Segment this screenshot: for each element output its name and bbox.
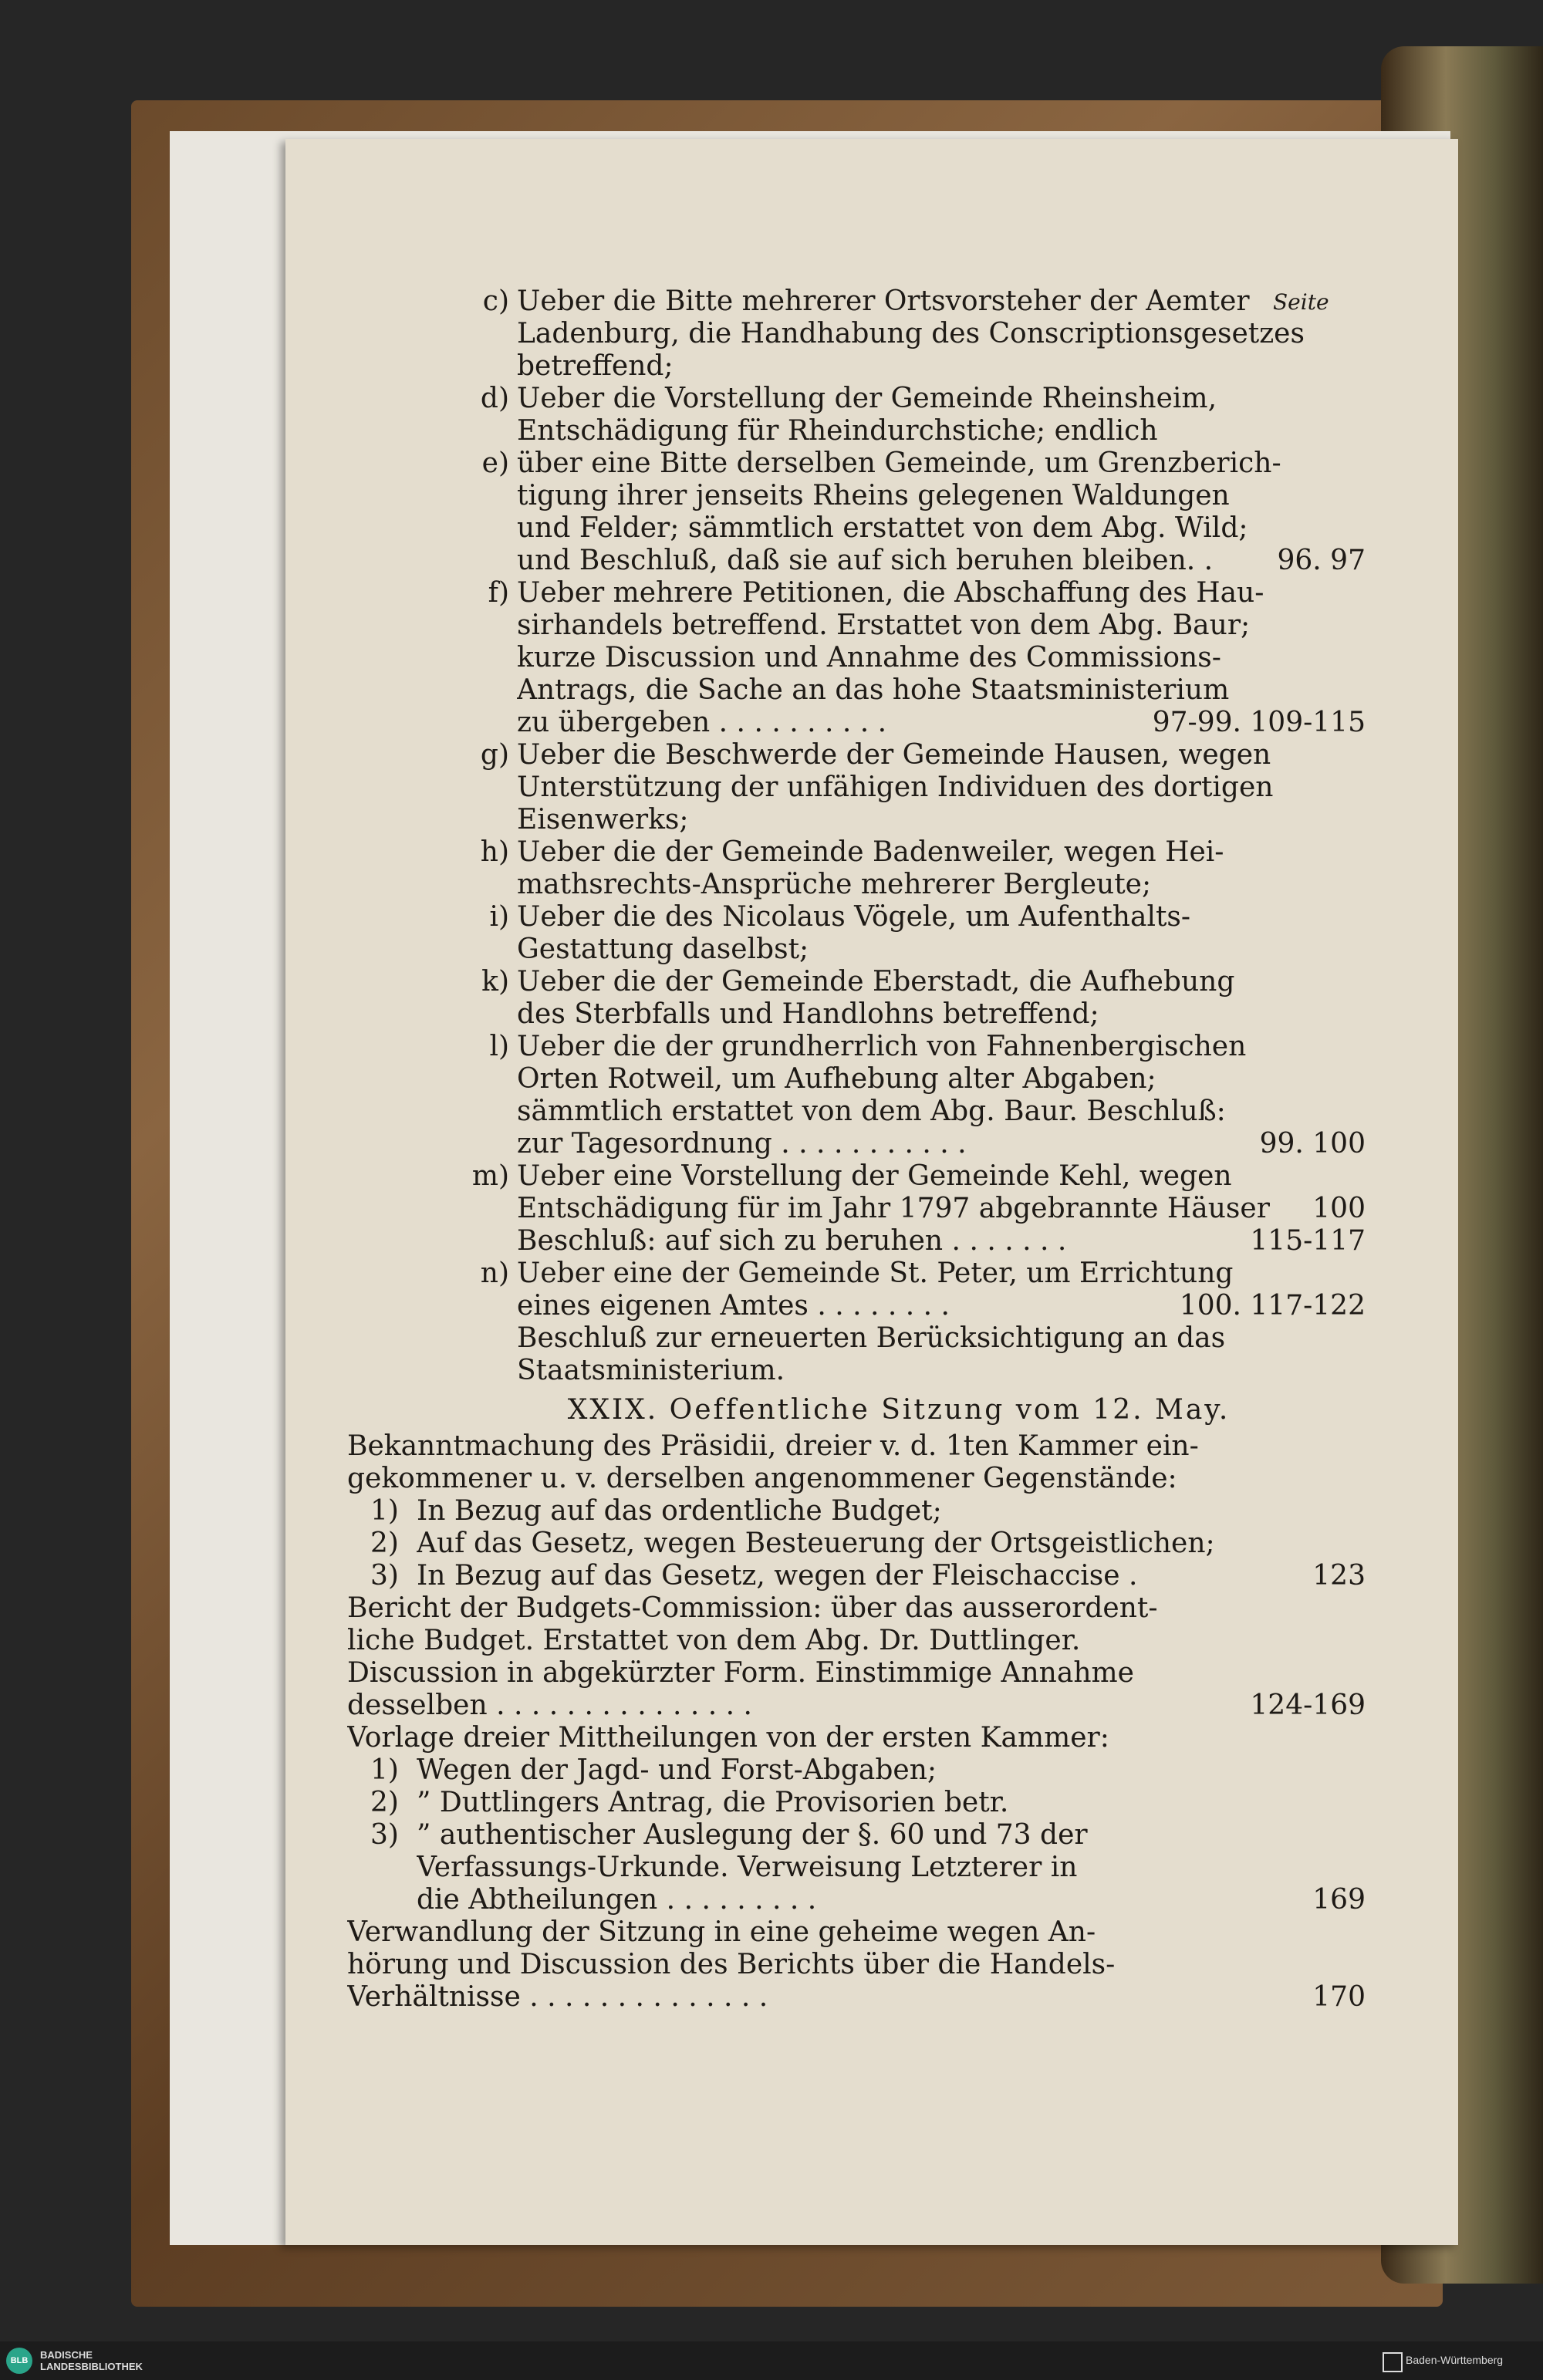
session-item [347,1916,1366,2014]
line-text: zu übergeben . . . . . . . . . . [517,707,887,738]
text-line [347,1625,1366,1657]
text-line [347,1981,1366,2014]
line-text: und Felder; sämmtlich erstattet von dem Abg. Wild; [517,512,1248,544]
index-entry [432,577,1366,739]
line-text: Ladenburg, die Handhabung des Conscriptionsgesetzes [517,318,1305,349]
line-text: Discussion in abgekürzter Form. Einstimmige Annahme [347,1657,1134,1689]
text-line [417,1884,1366,1916]
text-line [347,1690,1366,1722]
line-text: Ueber die Bitte mehrerer Ortsvorsteher der Aemter [517,285,1250,317]
text-line [517,1063,1366,1095]
text-line [517,1355,1366,1387]
line-text: Entschädigung für Rheindurchstiche; endlich [517,415,1158,447]
text-line [517,804,1366,836]
entry-label: m) [471,1160,509,1192]
text-line [517,966,1366,998]
index-entry [432,966,1366,1031]
text-line [517,1095,1366,1128]
text-line [517,1225,1366,1258]
text-line [417,1495,1366,1528]
line-text: sämmtlich erstattet von dem Abg. Baur. Beschluß: [517,1095,1226,1127]
text-line [517,285,1366,318]
text-line [417,1754,1366,1787]
line-text: Ueber die der grundherrlich von Fahnenbergischen [517,1031,1247,1062]
line-text: Unterstützung der unfähigen Individuen des dortigen [517,771,1274,803]
line-text: Eisenwerks; [517,804,689,836]
line-text: Beschluß zur erneuerten Berücksichtigung an das [517,1322,1226,1354]
line-text: Orten Rotweil, um Aufhebung alter Abgaben; [517,1063,1156,1095]
text-line [517,707,1366,739]
sub-item-number: 2) [370,1528,399,1559]
text-line [517,1193,1366,1225]
index-entry [432,1258,1366,1387]
sub-item-number: 1) [370,1754,399,1786]
text-line [517,771,1366,804]
text-line [517,318,1366,350]
line-text: kurze Discussion und Annahme des Commissions- [517,642,1221,673]
entry-label: n) [480,1258,509,1289]
line-text: gekommener u. v. derselben angenommener Gegenstände: [347,1463,1177,1494]
text-line [517,933,1366,966]
entry-label: d) [480,383,509,414]
bw-label[interactable]: Baden-Württemberg [1406,2354,1504,2366]
viewer-footer [0,2341,1543,2380]
line-text: Ueber eine der Gemeinde St. Peter, um Errichtung [517,1258,1234,1289]
line-text: Verwandlung der Sitzung in eine geheime wegen An- [347,1916,1096,1948]
line-text: tigung ihrer jenseits Rheins gelegenen Waldungen [517,480,1230,511]
text-line [517,609,1366,642]
text-line [347,1657,1366,1690]
sub-item-number: 1) [370,1495,399,1527]
line-text: die Abtheilungen . . . . . . . . . [417,1884,817,1916]
entry-label: i) [489,901,509,933]
text-line [517,869,1366,901]
line-text: zur Tagesordnung . . . . . . . . . . . [517,1128,967,1160]
page-reference: 170 [1312,1981,1366,2013]
index-entry [432,383,1366,447]
text-line [517,1290,1366,1322]
page-reference: 97-99. 109-115 [1152,707,1366,738]
text-line [517,674,1366,707]
line-text: Ueber die Vorstellung der Gemeinde Rheinsheim, [517,383,1217,414]
line-text: Ueber die Beschwerde der Gemeinde Hausen, wegen [517,739,1271,771]
text-line [517,480,1366,512]
text-line [517,739,1366,771]
line-text: Ueber mehrere Petitionen, die Abschaffung des Hau- [517,577,1264,609]
blb-logo-icon[interactable]: BLB [6,2348,32,2374]
text-line [517,350,1366,383]
page-reference: 96. 97 [1277,545,1366,576]
sub-item-number: 2) [370,1787,399,1818]
index-entry [432,447,1366,577]
text-line [347,1592,1366,1625]
line-text: Vorlage dreier Mittheilungen von der ersten Kammer: [347,1722,1109,1754]
page-reference: 169 [1312,1884,1366,1916]
sub-item [347,1754,1366,1787]
line-text: eines eigenen Amtes . . . . . . . . [517,1290,950,1322]
session-item [347,1722,1366,1916]
line-text: Wegen der Jagd- und Forst-Abgaben; [417,1754,937,1786]
line-text: über eine Bitte derselben Gemeinde, um Grenzberich- [517,447,1281,479]
session-item [347,1430,1366,1592]
line-text: In Bezug auf das Gesetz, wegen der Fleischaccise . [417,1560,1138,1592]
text-line [417,1787,1366,1819]
text-line [517,998,1366,1031]
text-line [517,577,1366,609]
index-entry [432,836,1366,901]
text-line [517,1258,1366,1290]
entry-label: e) [481,447,509,479]
line-text: Verfassungs-Urkunde. Verweisung Letzterer in [417,1852,1078,1883]
page-reference: 124-169 [1250,1690,1366,1721]
line-text: Ueber die der Gemeinde Badenweiler, wegen Hei- [517,836,1224,868]
text-line [347,1916,1366,1949]
text-line [417,1560,1366,1592]
sub-item [347,1560,1366,1592]
line-text: Ueber eine Vorstellung der Gemeinde Kehl, wegen [517,1160,1232,1192]
index-entry [432,901,1366,966]
session-item [347,1592,1366,1722]
text-line [517,1322,1366,1355]
page-reference: 115-117 [1250,1225,1366,1257]
text-line [517,512,1366,545]
line-text: ” Duttlingers Antrag, die Provisorien betr. [417,1787,1009,1818]
line-text: des Sterbfalls und Handlohns betreffend; [517,998,1099,1030]
index-entry [432,739,1366,836]
text-line [517,1128,1366,1160]
line-text: hörung und Discussion des Berichts über die Handels- [347,1949,1116,1980]
sub-item [347,1787,1366,1819]
blb-name: BADISCHE LANDESBIBLIOTHEK [40,2349,143,2372]
sub-item [347,1528,1366,1560]
line-text: Bekanntmachung des Präsidii, dreier v. d. 1ten Kammer ein- [347,1430,1199,1462]
entry-label: c) [482,285,509,317]
index-text [347,285,1366,2014]
line-text: desselben . . . . . . . . . . . . . . . [347,1690,752,1721]
text-line [347,1949,1366,1981]
index-entry [432,285,1366,383]
text-line [517,1160,1366,1193]
text-line [347,1463,1366,1495]
line-text: Beschluß: auf sich zu beruhen . . . . . . . [517,1225,1067,1257]
entry-label: f) [488,577,509,609]
line-text: Verhältnisse . . . . . . . . . . . . . . [347,1981,768,2013]
text-line [517,901,1366,933]
page-reference: 100. 117-122 [1179,1290,1366,1322]
line-text: Gestattung daselbst; [517,933,809,965]
line-text: Ueber die der Gemeinde Eberstadt, die Aufhebung [517,966,1235,998]
text-line [517,642,1366,674]
line-text: Auf das Gesetz, wegen Besteuerung der Ortsgeistlichen; [417,1528,1215,1559]
text-line [517,415,1366,447]
sub-item-number: 3) [370,1819,399,1851]
text-line [347,1430,1366,1463]
index-entry [432,1160,1366,1258]
line-text: ” authentischer Auslegung der §. 60 und 73 der [417,1819,1088,1851]
index-entry [432,1031,1366,1160]
page-reference: 99. 100 [1259,1128,1366,1160]
entry-label: g) [480,739,509,771]
line-text: betreffend; [517,350,674,382]
text-line [417,1819,1366,1852]
line-text: Entschädigung für im Jahr 1797 abgebrannte Häuser [517,1193,1270,1224]
sub-item-number: 3) [370,1560,399,1592]
entry-label: k) [481,966,509,998]
line-text: liche Budget. Erstattet von dem Abg. Dr. Duttlinger. [347,1625,1081,1656]
sub-item [347,1819,1366,1916]
line-text: In Bezug auf das ordentliche Budget; [417,1495,942,1527]
page-reference: 100 [1312,1193,1366,1224]
text-line [517,1031,1366,1063]
text-line [517,383,1366,415]
text-line [517,447,1366,480]
session-heading: XXIX. Oeffentliche Sitzung vom 12. May. [567,1394,1231,1426]
entry-label: h) [480,836,509,868]
text-line [417,1852,1366,1884]
text-line [517,836,1366,869]
line-text: sirhandels betreffend. Erstattet von dem Abg. Baur; [517,609,1251,641]
text-line [517,545,1366,577]
line-text: Ueber die des Nicolaus Vögele, um Aufenthalts- [517,901,1191,933]
line-text: mathsrechts-Ansprüche mehrerer Bergleute; [517,869,1152,900]
line-text: Staatsministerium. [517,1355,785,1386]
line-text: Bericht der Budgets-Commission: über das ausserordent- [347,1592,1158,1624]
sub-item [347,1495,1366,1528]
line-text: Antrags, die Sache an das hohe Staatsministerium [517,674,1230,706]
line-text: und Beschluß, daß sie auf sich beruhen bleiben. . [517,545,1214,576]
entry-label: l) [489,1031,509,1062]
text-line [347,1722,1366,1754]
bw-crest-icon [1383,2352,1403,2372]
seite-label: Seite [1273,289,1329,315]
page-reference: 123 [1312,1560,1366,1592]
text-line [417,1528,1366,1560]
